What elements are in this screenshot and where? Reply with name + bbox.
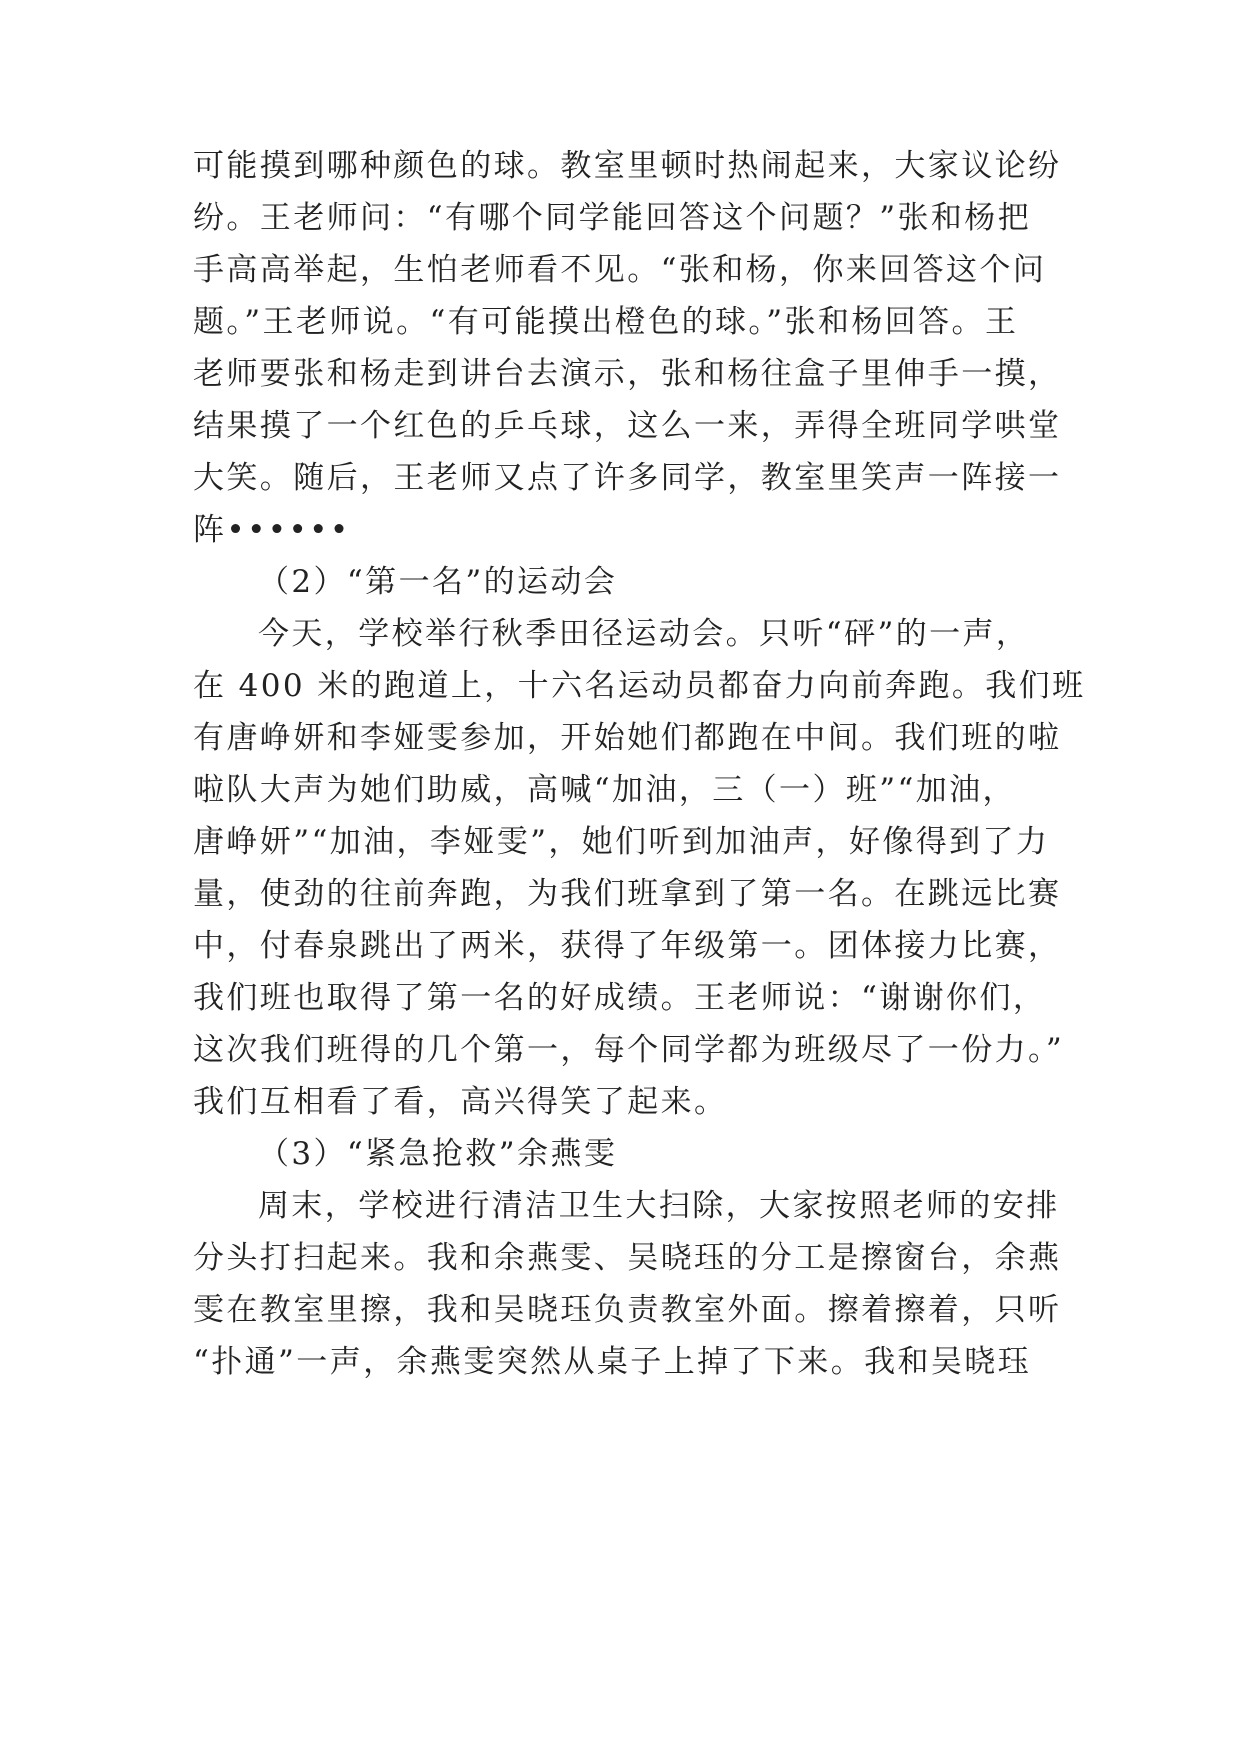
text-line: 阵•••••• xyxy=(193,512,351,548)
text-line: 周末，学校进行清洁卫生大扫除，大家按照老师的安排 xyxy=(258,1188,1060,1224)
text-line: 可能摸到哪种颜色的球。教室里顿时热闹起来，大家议论纷 xyxy=(193,148,1062,184)
text-line: 纷。王老师问：“有哪个同学能回答这个问题？”张和杨把 xyxy=(193,200,1032,236)
text-line: 量，使劲的往前奔跑，为我们班拿到了第一名。在跳远比赛 xyxy=(193,876,1062,912)
text-line: 啦队大声为她们助威，高喊“加油，三（一）班”“加油， xyxy=(193,772,1016,808)
section-heading: （2）“第一名”的运动会 xyxy=(258,564,618,600)
text-line: 我们班也取得了第一名的好成绩。王老师说：“谢谢你们， xyxy=(193,980,1047,1016)
text-line: 我们互相看了看，高兴得笑了起来。 xyxy=(193,1084,728,1120)
text-line: 在 400 米的跑道上，十六名运动员都奋力向前奔跑。我们班 xyxy=(193,668,1086,704)
text-line: 中，付春泉跳出了两米，获得了年级第一。团体接力比赛， xyxy=(193,928,1062,964)
section-heading: （3）“紧急抢救”余燕雯 xyxy=(258,1136,618,1172)
text-line: 手高高举起，生怕老师看不见。“张和杨，你来回答这个问 xyxy=(193,252,1047,288)
text-line: 今天，学校举行秋季田径运动会。只听“砰”的一声， xyxy=(258,616,1030,652)
text-line: 这次我们班得的几个第一，每个同学都为班级尽了一份力。” xyxy=(193,1032,1065,1068)
text-line: 雯在教室里擦，我和吴晓珏负责教室外面。擦着擦着，只听 xyxy=(193,1292,1062,1328)
text-line: 老师要张和杨走到讲台去演示，张和杨往盒子里伸手一摸， xyxy=(193,356,1062,392)
text-line: 唐峥妍”“加油，李娅雯”，她们听到加油声，好像得到了力 xyxy=(193,824,1050,860)
text-line: 大笑。随后，王老师又点了许多同学，教室里笑声一阵接一 xyxy=(193,460,1062,496)
text-line: 结果摸了一个红色的乒乓球，这么一来，弄得全班同学哄堂 xyxy=(193,408,1062,444)
text-line: 分头打扫起来。我和余燕雯、吴晓珏的分工是擦窗台，余燕 xyxy=(193,1240,1062,1276)
text-line: 题。”王老师说。“有可能摸出橙色的球。”张和杨回答。王 xyxy=(193,304,1019,340)
text-line: 有唐峥妍和李娅雯参加，开始她们都跑在中间。我们班的啦 xyxy=(193,720,1062,756)
text-line: “扑通”一声，余燕雯突然从桌子上掉了下来。我和吴晓珏 xyxy=(193,1344,1032,1380)
